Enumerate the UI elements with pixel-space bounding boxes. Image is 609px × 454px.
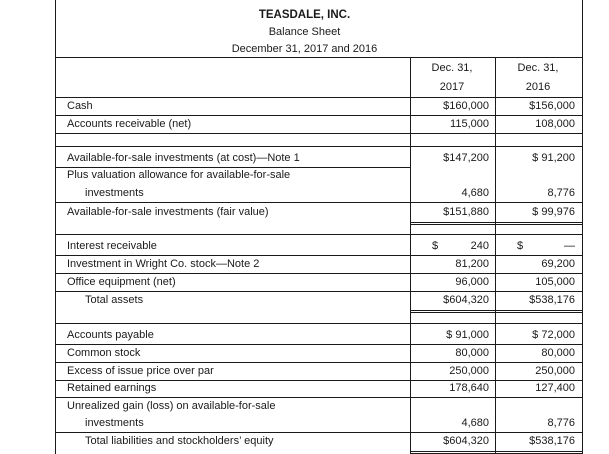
amount-2016: $156,000 bbox=[529, 100, 575, 112]
row-accounts-receivable bbox=[0, 116, 609, 133]
row-label: investments bbox=[85, 417, 144, 429]
dollar-sign-2017: $ bbox=[432, 240, 439, 252]
column-header-2016-line2: 2016 bbox=[525, 81, 551, 93]
amount-2016: 127,400 bbox=[535, 382, 575, 394]
amount-2017: $147,200 bbox=[443, 152, 489, 164]
row-label: Accounts receivable (net) bbox=[67, 118, 192, 130]
amount-2016: $ 99,976 bbox=[532, 206, 575, 218]
amount-2017: 4,680 bbox=[461, 187, 489, 199]
row-excess-issue-price bbox=[0, 363, 609, 380]
amount-2016: 8,776 bbox=[547, 417, 575, 429]
amount-2016: $ 72,000 bbox=[532, 329, 575, 341]
double-underline bbox=[410, 224, 583, 225]
row-label: Excess of issue price over par bbox=[67, 365, 214, 377]
amount-2017: 4,680 bbox=[461, 417, 489, 429]
amount-2017: 240 bbox=[470, 240, 489, 252]
section-divider-3 bbox=[55, 323, 583, 324]
amount-2017: $604,320 bbox=[443, 435, 489, 447]
row-label: Accounts payable bbox=[67, 329, 154, 341]
column-header-2017-line1: Dec. 31, bbox=[431, 62, 473, 74]
row-valuation-allowance bbox=[0, 167, 609, 184]
row-total-liabilities-equity bbox=[0, 433, 609, 450]
amount-2016: $538,176 bbox=[529, 435, 575, 447]
row-label: Investment in Wright Co. stock—Note 2 bbox=[67, 258, 260, 270]
row-interest-receivable bbox=[0, 238, 609, 255]
row-label: Total assets bbox=[85, 294, 144, 306]
row-label: Common stock bbox=[67, 347, 141, 359]
amount-2017: 115,000 bbox=[450, 118, 489, 130]
amount-2017: 81,200 bbox=[455, 258, 489, 270]
double-underline bbox=[410, 310, 583, 311]
row-afs-at-cost bbox=[0, 150, 609, 167]
row-afs-fair-value bbox=[0, 204, 609, 221]
amount-2017: 178,640 bbox=[449, 382, 489, 394]
row-cash bbox=[0, 98, 609, 115]
amount-2017: $160,000 bbox=[443, 100, 489, 112]
row-label: Office equipment (net) bbox=[67, 276, 176, 288]
amount-2017: 250,000 bbox=[449, 365, 489, 377]
row-unrealized-gain-cont bbox=[0, 415, 609, 432]
double-underline bbox=[410, 312, 583, 313]
row-unrealized-gain bbox=[0, 398, 609, 415]
amount-2017: 80,000 bbox=[455, 347, 489, 359]
amount-2016: 8,776 bbox=[547, 187, 575, 199]
row-divider bbox=[55, 202, 583, 203]
row-investment-wright bbox=[0, 256, 609, 273]
row-common-stock bbox=[0, 345, 609, 362]
row-label: Total liabilities and stockholders’ equity bbox=[85, 435, 274, 447]
row-divider bbox=[55, 115, 583, 116]
row-label: Available-for-sale investments (at cost)—Note 1 bbox=[67, 152, 300, 164]
row-accounts-payable bbox=[0, 327, 609, 344]
amount-2016: 108,000 bbox=[535, 118, 575, 130]
row-label: Unrealized gain (loss) on available-for-sale bbox=[67, 400, 276, 412]
row-valuation-allowance-cont bbox=[0, 185, 609, 202]
row-office-equipment bbox=[0, 274, 609, 291]
company-name: TEASDALE, INC. bbox=[258, 9, 351, 21]
amount-2016: 250,000 bbox=[535, 365, 575, 377]
column-header-2016-line1: Dec. 31, bbox=[517, 62, 559, 74]
row-total-assets bbox=[0, 292, 609, 309]
row-label: Available-for-sale investments (fair value) bbox=[67, 206, 269, 218]
amount-2016: 69,200 bbox=[541, 258, 575, 270]
amount-2016: $ 91,200 bbox=[532, 152, 575, 164]
amount-2016: 80,000 bbox=[541, 347, 575, 359]
section-divider-2 bbox=[55, 234, 583, 235]
dollar-sign-2016: $ bbox=[517, 240, 524, 252]
column-header-2017 bbox=[411, 59, 493, 97]
row-label: Retained earnings bbox=[67, 382, 157, 394]
amount-2017: $ 91,000 bbox=[446, 329, 489, 341]
double-underline bbox=[410, 451, 583, 452]
statement-title: Balance Sheet bbox=[268, 26, 341, 38]
row-divider bbox=[55, 133, 583, 134]
amount-2016: $538,176 bbox=[529, 294, 575, 306]
amount-2017: $151,880 bbox=[443, 206, 489, 218]
amount-2017: $604,320 bbox=[443, 294, 489, 306]
double-underline bbox=[410, 222, 583, 223]
amount-2016: — bbox=[564, 240, 575, 252]
amount-2016: 105,000 bbox=[535, 276, 575, 288]
amount-2017: 96,000 bbox=[455, 276, 489, 288]
row-label: investments bbox=[85, 187, 144, 199]
row-retained-earnings bbox=[0, 380, 609, 397]
column-header-2017-line2: 2017 bbox=[439, 81, 465, 93]
row-label: Interest receivable bbox=[67, 240, 157, 252]
row-label: Cash bbox=[67, 100, 93, 112]
section-divider-1 bbox=[55, 146, 583, 147]
column-header-2016 bbox=[497, 59, 579, 97]
statement-period: December 31, 2017 and 2016 bbox=[231, 43, 378, 55]
row-label: Plus valuation allowance for available-for-sale bbox=[67, 169, 291, 181]
header-divider bbox=[55, 57, 583, 58]
